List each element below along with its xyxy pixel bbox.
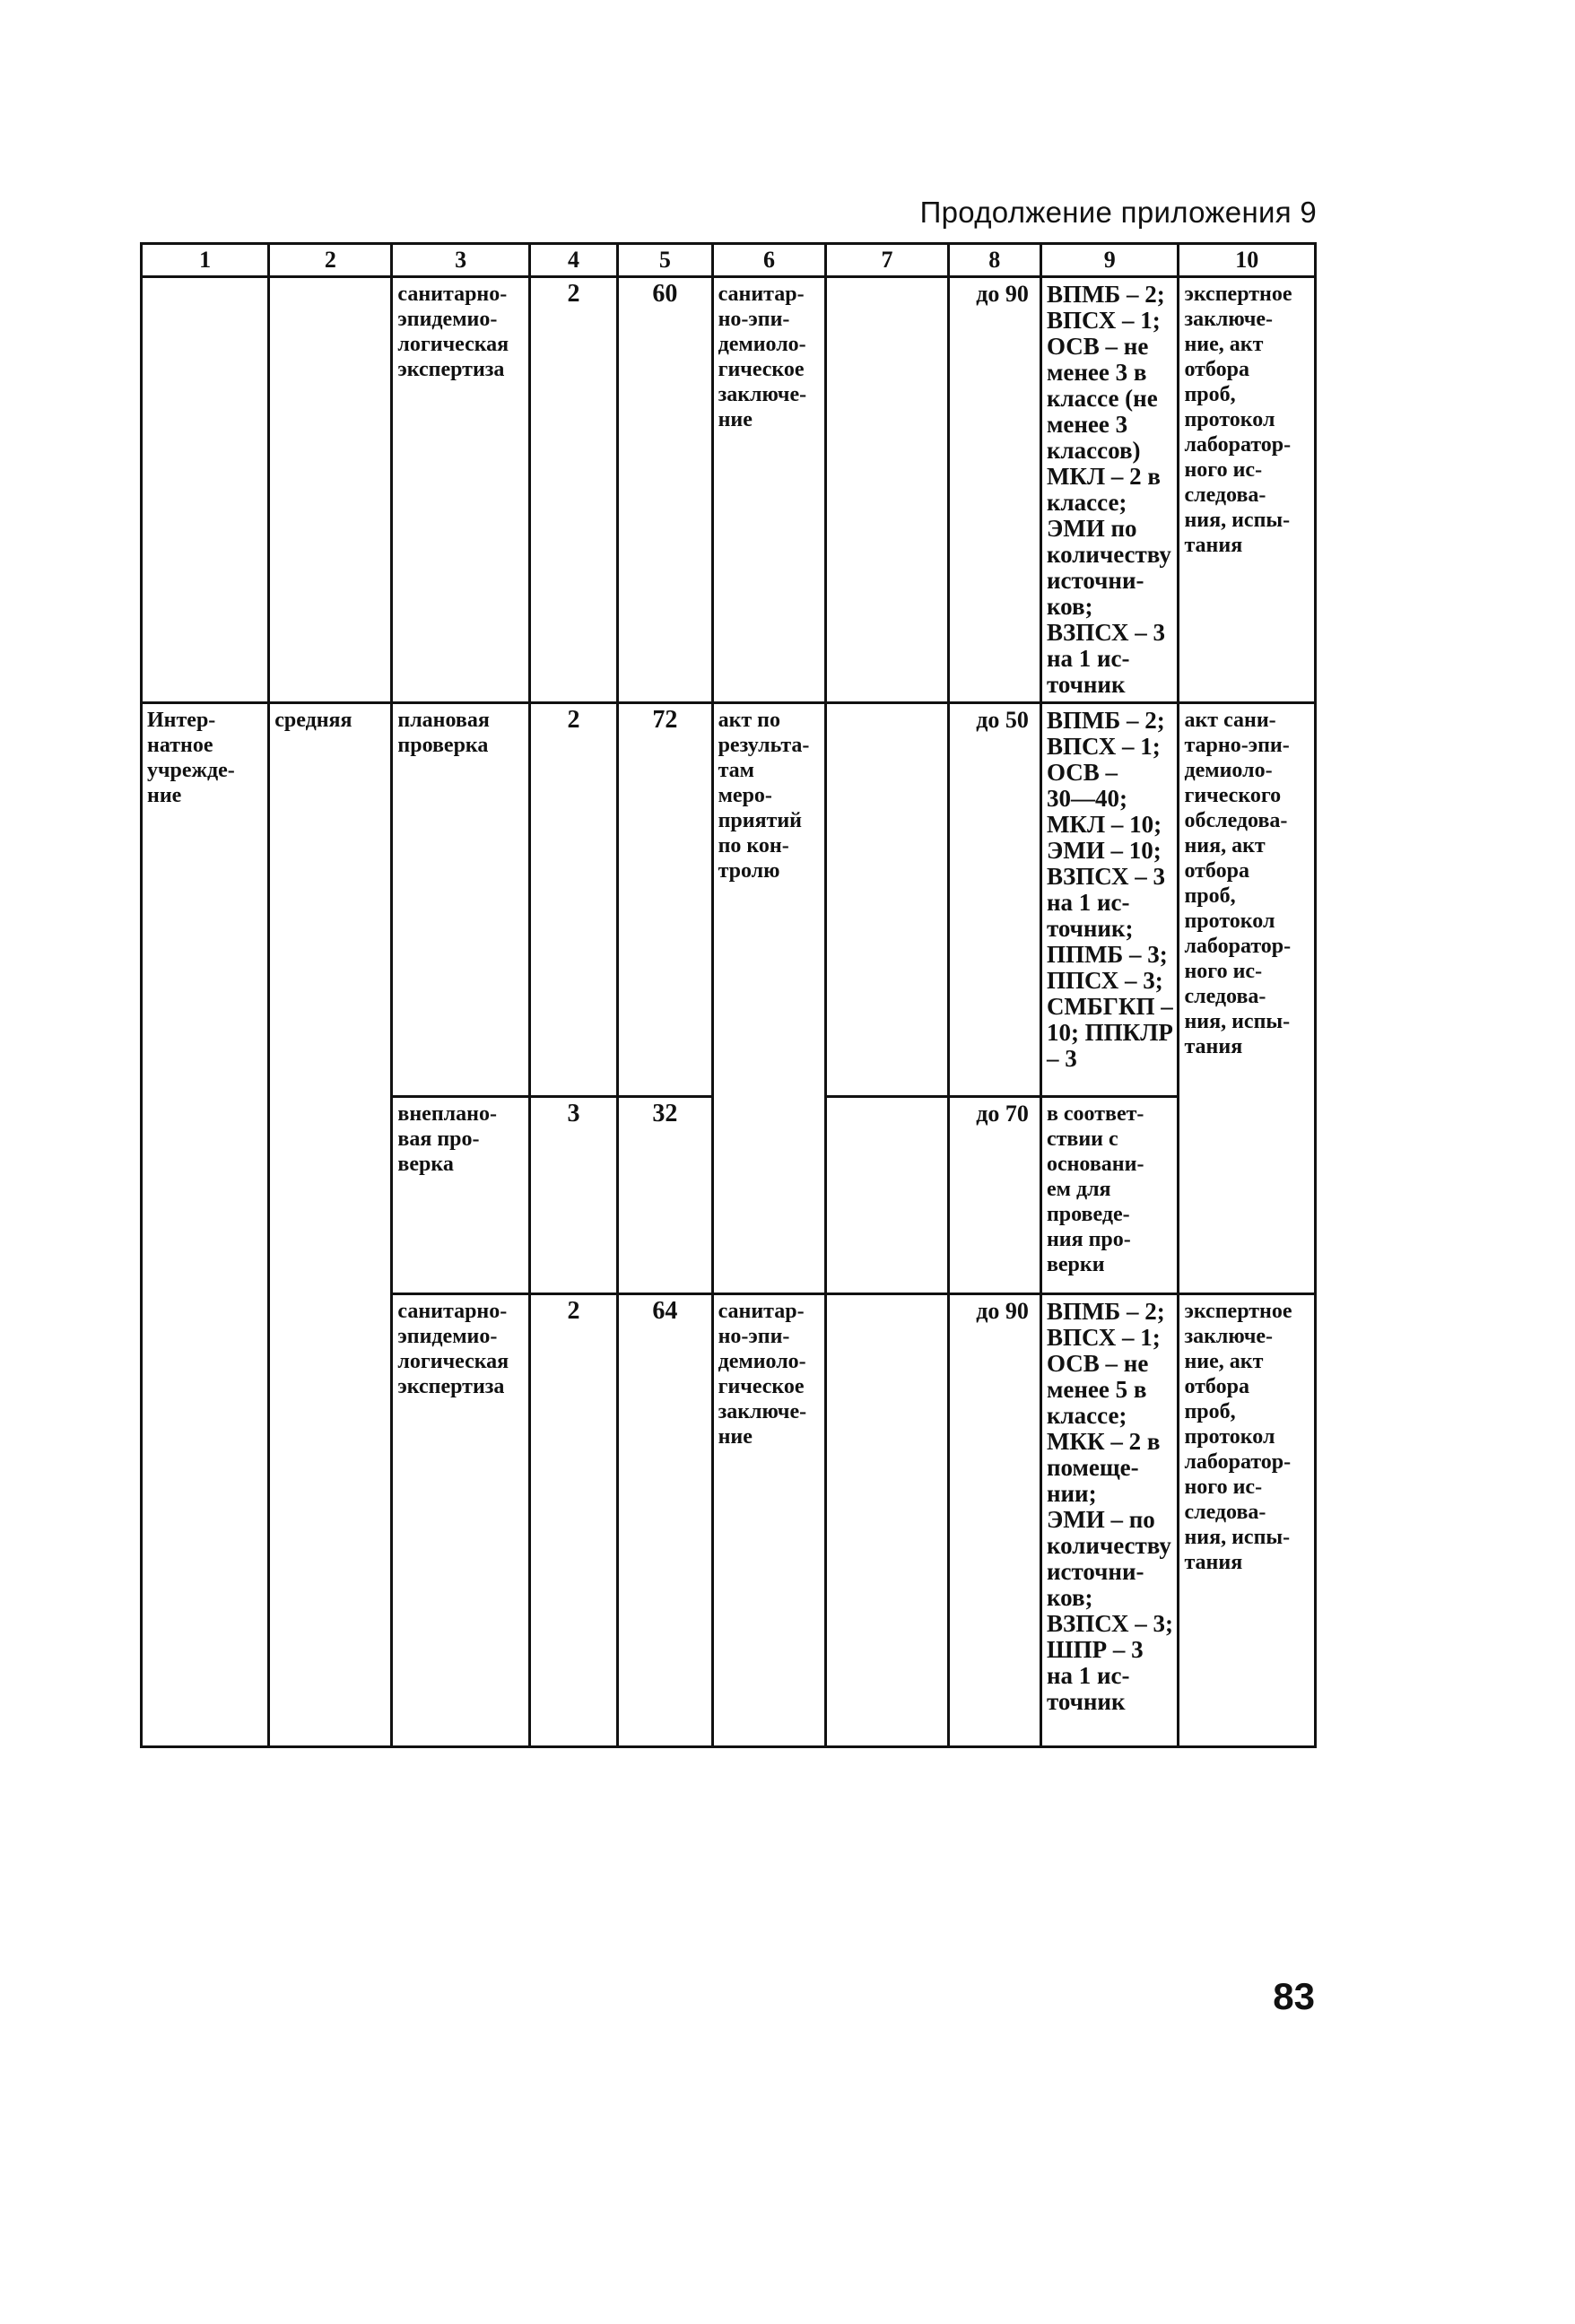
- cell-text-line: ного ис-: [1184, 1475, 1263, 1499]
- cell-text-line: отбора: [1184, 859, 1249, 883]
- column-number: 9: [1040, 244, 1179, 277]
- cell-text-line: ШПР – 3: [1046, 1636, 1144, 1663]
- cell-text-line: но-эпи-: [718, 1325, 790, 1348]
- continuation-caption: Продолжение приложения 9: [919, 196, 1317, 229]
- cell-text-line: гического: [1184, 784, 1282, 807]
- cell-text-line: меро-: [718, 784, 772, 807]
- cell-text-line: тарно-эпи-: [1184, 734, 1290, 757]
- cell-text-line: ние: [718, 1425, 753, 1449]
- column-number: 4: [529, 244, 617, 277]
- column-number: 6: [712, 244, 826, 277]
- column-number: 5: [618, 244, 712, 277]
- cell-text-line: обследова-: [1184, 809, 1288, 832]
- cell-text-line: логическая: [397, 333, 509, 356]
- cell-col4: 2: [529, 703, 617, 1097]
- cell-text-line: ния, испы-: [1184, 509, 1291, 532]
- cell-text-line: ние, акт: [1184, 333, 1264, 356]
- cell-text-line: эпидемио-: [397, 1325, 498, 1348]
- cell-text-line: отбора: [1184, 358, 1249, 381]
- cell-text-line: тания: [1184, 1035, 1243, 1058]
- cell-text-line: экспертиза: [397, 358, 505, 381]
- cell-result-document: [1179, 703, 1316, 1294]
- cell-text-line: МКК – 2 в: [1046, 1428, 1161, 1455]
- cell-text-line: МКЛ – 2 в: [1046, 463, 1161, 490]
- cell-text-line: ОСВ –: [1046, 759, 1118, 786]
- cell-text-line: ков;: [1046, 1584, 1093, 1611]
- cell-text-line: проб,: [1184, 1400, 1236, 1423]
- cell-text-line: ВПМБ – 2;: [1046, 281, 1165, 308]
- cell-text-line: демиоло-: [718, 1350, 806, 1373]
- cell-object-type: [142, 277, 269, 703]
- table-row: [142, 277, 1316, 703]
- cell-text-line: тролю: [718, 859, 780, 883]
- cell-text-line: санитар-: [718, 283, 805, 306]
- cell-object-type: [142, 703, 269, 1747]
- cell-research-volume: [1040, 703, 1179, 1097]
- cell-text-line: экспертное: [1184, 1300, 1292, 1323]
- cell-duration: до 50: [948, 703, 1040, 1097]
- cell-text-line: там: [718, 759, 754, 782]
- column-number: 8: [948, 244, 1040, 277]
- cell-research-volume: [1040, 1097, 1179, 1294]
- cell-col5: 32: [618, 1097, 712, 1294]
- cell-text-line: на 1 ис-: [1046, 1662, 1130, 1689]
- cell-text-line: помеще-: [1046, 1454, 1139, 1481]
- cell-text-line: ОСВ – не: [1046, 333, 1149, 360]
- cell-col7: [826, 1097, 948, 1294]
- cell-text-line: ков;: [1046, 593, 1093, 620]
- cell-text-line: эпидемио-: [397, 308, 498, 331]
- cell-text-line: но-эпи-: [718, 308, 790, 331]
- cell-text-line: верка: [397, 1153, 454, 1176]
- column-number: 3: [392, 244, 530, 277]
- cell-text-line: на 1 ис-: [1046, 645, 1130, 672]
- cell-duration: до 70: [948, 1097, 1040, 1294]
- cell-text-line: заключе-: [1184, 1325, 1273, 1348]
- cell-text-line: ния, испы-: [1184, 1526, 1291, 1549]
- cell-col5: 64: [618, 1294, 712, 1747]
- cell-text-line: экспертиза: [397, 1375, 505, 1398]
- cell-col4: 2: [529, 1294, 617, 1747]
- cell-text-line: ППСХ – 3;: [1046, 967, 1163, 994]
- cell-text-line: на 1 ис-: [1046, 889, 1130, 916]
- cell-text-line: ем для: [1046, 1178, 1111, 1201]
- cell-text-line: ние: [147, 784, 182, 807]
- cell-text-line: ОСВ – не: [1046, 1350, 1149, 1377]
- cell-text-line: количеству: [1046, 1532, 1171, 1559]
- cell-col7: [826, 703, 948, 1097]
- column-number: 10: [1179, 244, 1316, 277]
- cell-control-type: [392, 1294, 530, 1747]
- cell-text-line: результа-: [718, 734, 810, 757]
- table-row: [142, 703, 1316, 1097]
- cell-text-line: демиоло-: [1184, 759, 1273, 782]
- cell-col4: 2: [529, 277, 617, 703]
- cell-text-line: классов): [1046, 437, 1141, 464]
- cell-text-line: 30—40;: [1046, 785, 1127, 812]
- cell-text-line: СМБГКП –: [1046, 993, 1173, 1020]
- cell-text-line: ние, акт: [1184, 1350, 1264, 1373]
- cell-control-type: [392, 1097, 530, 1294]
- cell-text-line: следова-: [1184, 985, 1266, 1008]
- cell-text-line: точник: [1046, 1688, 1126, 1715]
- cell-text-line: внеплано-: [397, 1102, 497, 1126]
- cell-text-line: ЭМИ – 10;: [1046, 837, 1162, 864]
- cell-duration: до 90: [948, 1294, 1040, 1747]
- cell-text-line: вая про-: [397, 1127, 480, 1151]
- cell-document: [712, 277, 826, 703]
- cell-col5: 72: [618, 703, 712, 1097]
- cell-col4: 3: [529, 1097, 617, 1294]
- cell-text-line: менее 5 в: [1046, 1376, 1147, 1403]
- cell-text-line: проверка: [397, 734, 489, 757]
- cell-text-line: акт сани-: [1184, 709, 1276, 732]
- cell-control-type: [392, 703, 530, 1097]
- cell-text-line: заключе-: [1184, 308, 1273, 331]
- cell-result-document: [1179, 1294, 1316, 1747]
- cell-text-line: ния, акт: [1184, 834, 1266, 857]
- cell-text-line: ВЗПСХ – 3: [1046, 863, 1165, 890]
- cell-text-line: протокол: [1184, 1425, 1275, 1449]
- cell-text-line: классе (не: [1046, 385, 1158, 412]
- cell-text-line: проб,: [1184, 383, 1236, 406]
- column-number-row: [142, 244, 1316, 277]
- cell-col7: [826, 1294, 948, 1747]
- cell-text-line: заключе-: [718, 1400, 807, 1423]
- cell-text-line: точник: [1046, 671, 1126, 698]
- cell-result-document: [1179, 277, 1316, 703]
- cell-text-line: демиоло-: [718, 333, 806, 356]
- cell-text-line: лаборатор-: [1184, 1450, 1292, 1474]
- cell-text-line: протокол: [1184, 408, 1275, 431]
- cell-document: [712, 1294, 826, 1747]
- cell-text-line: проведе-: [1046, 1203, 1130, 1226]
- cell-text-line: проб,: [1184, 884, 1236, 908]
- cell-text-line: ного ис-: [1184, 458, 1263, 482]
- cell-text-line: следова-: [1184, 483, 1266, 507]
- cell-text-line: количеству: [1046, 541, 1171, 568]
- cell-text-line: следова-: [1184, 1501, 1266, 1524]
- cell-text-line: отбора: [1184, 1375, 1249, 1398]
- cell-text-line: тания: [1184, 534, 1243, 557]
- cell-text-line: гическое: [718, 358, 805, 381]
- cell-control-type: [392, 277, 530, 703]
- cell-text-line: МКЛ – 10;: [1046, 811, 1162, 838]
- column-number: 1: [142, 244, 269, 277]
- cell-text-line: заключе-: [718, 383, 807, 406]
- requirements-table: [140, 242, 1317, 1748]
- cell-text-line: плановая: [397, 709, 490, 732]
- cell-text-line: классе;: [1046, 489, 1127, 516]
- cell-text-line: источни-: [1046, 567, 1144, 594]
- cell-text-line: ЭМИ – по: [1046, 1506, 1155, 1533]
- cell-risk-category: [269, 277, 392, 703]
- cell-text-line: экспертное: [1184, 283, 1292, 306]
- cell-text-line: учрежде-: [147, 759, 235, 782]
- cell-text-line: протокол: [1184, 910, 1275, 933]
- cell-research-volume: [1040, 277, 1179, 703]
- cell-document: [712, 703, 826, 1294]
- cell-text-line: тания: [1184, 1551, 1243, 1574]
- cell-text-line: – 3: [1046, 1045, 1077, 1072]
- cell-research-volume: [1040, 1294, 1179, 1747]
- page-number: 83: [1273, 1975, 1315, 2017]
- cell-text-line: ния, испы-: [1184, 1010, 1291, 1033]
- cell-col7: [826, 277, 948, 703]
- column-number: 7: [826, 244, 948, 277]
- column-number: 2: [269, 244, 392, 277]
- cell-text-line: Интер-: [147, 709, 216, 732]
- cell-text-line: санитар-: [718, 1300, 805, 1323]
- cell-text-line: классе;: [1046, 1402, 1127, 1429]
- cell-duration: до 90: [948, 277, 1040, 703]
- cell-text-line: основани-: [1046, 1153, 1144, 1176]
- cell-text-line: верки: [1046, 1253, 1105, 1276]
- cell-text-line: акт по: [718, 709, 781, 732]
- cell-text-line: по кон-: [718, 834, 789, 857]
- cell-col5: 60: [618, 277, 712, 703]
- cell-text-line: ния про-: [1046, 1228, 1131, 1251]
- cell-text-line: источни-: [1046, 1558, 1144, 1585]
- cell-text-line: ние: [718, 408, 753, 431]
- cell-text-line: менее 3 в: [1046, 359, 1147, 386]
- cell-text-line: в соответ-: [1046, 1102, 1144, 1126]
- cell-text-line: ствии с: [1046, 1127, 1118, 1151]
- cell-text-line: менее 3: [1046, 411, 1128, 438]
- cell-text-line: ВПСХ – 1;: [1046, 1324, 1161, 1351]
- cell-text-line: лаборатор-: [1184, 433, 1292, 457]
- cell-text-line: 10; ППКЛР: [1046, 1019, 1173, 1046]
- cell-text-line: ного ис-: [1184, 960, 1263, 983]
- cell-text-line: ВПСХ – 1;: [1046, 307, 1161, 334]
- cell-text-line: ВЗПСХ – 3: [1046, 619, 1165, 646]
- cell-text-line: санитарно-: [397, 1300, 508, 1323]
- cell-text-line: нии;: [1046, 1480, 1097, 1507]
- cell-text-line: ЭМИ по: [1046, 515, 1137, 542]
- cell-text-line: ВПМБ – 2;: [1046, 707, 1165, 734]
- cell-text-line: точник;: [1046, 915, 1134, 942]
- cell-text-line: ППМБ – 3;: [1046, 941, 1168, 968]
- cell-risk-category: средняя: [269, 703, 392, 1747]
- cell-text-line: ВЗПСХ – 3;: [1046, 1610, 1173, 1637]
- cell-text-line: санитарно-: [397, 283, 508, 306]
- cell-text-line: гическое: [718, 1375, 805, 1398]
- cell-text-line: логическая: [397, 1350, 509, 1373]
- cell-text-line: лаборатор-: [1184, 935, 1292, 958]
- cell-text-line: ВПСХ – 1;: [1046, 733, 1161, 760]
- cell-text-line: натное: [147, 734, 213, 757]
- cell-text-line: ВПМБ – 2;: [1046, 1298, 1165, 1325]
- cell-text-line: приятий: [718, 809, 802, 832]
